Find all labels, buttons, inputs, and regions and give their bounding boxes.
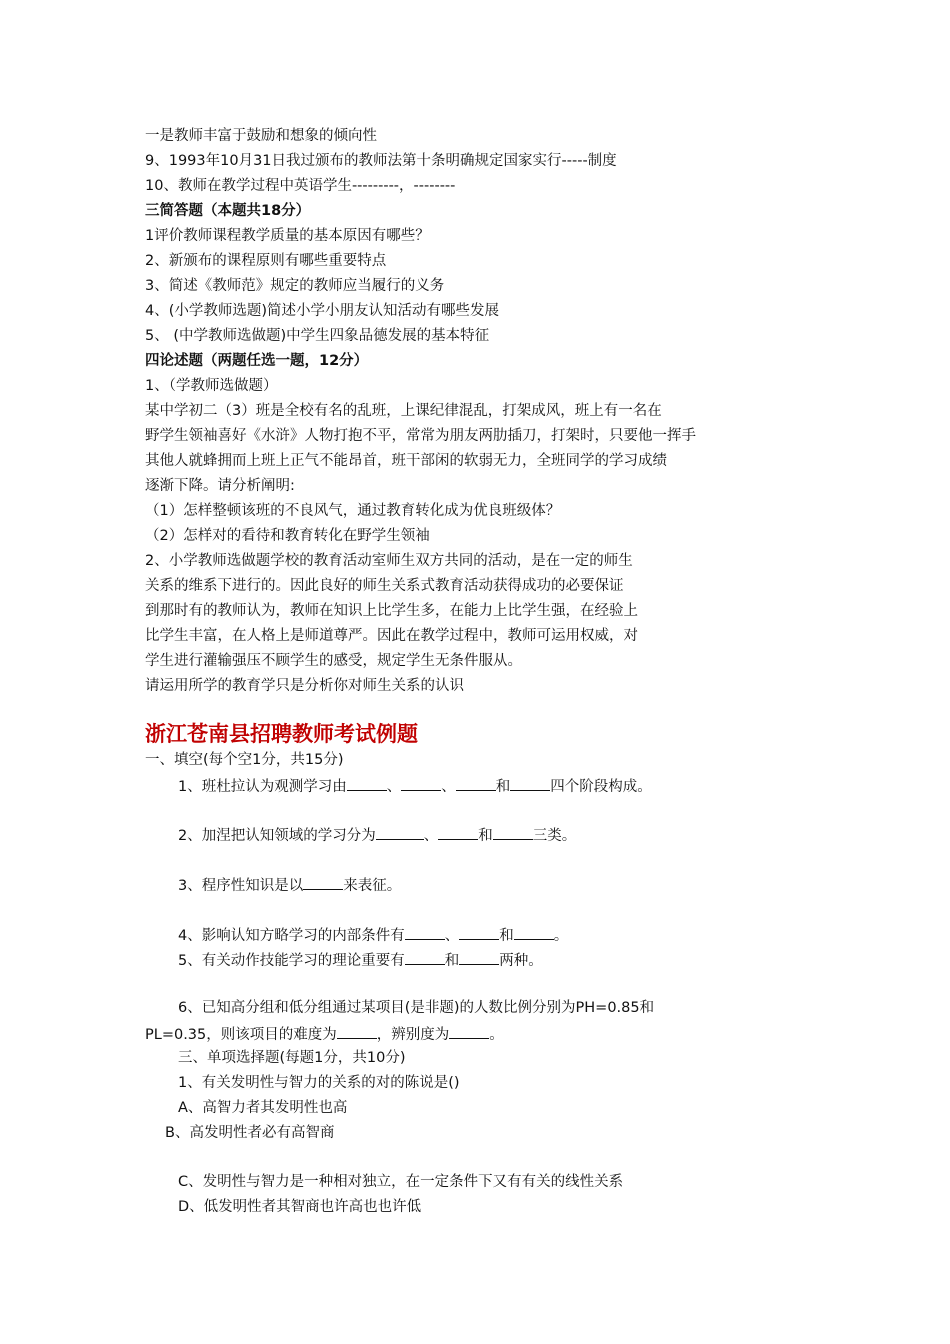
essay-line: 关系的维系下进行的。因此良好的师生关系式教育活动获得成功的必要保证 (145, 578, 624, 594)
essay-line: （1）怎样整顿该班的不良风气，通过教育转化成为优良班级体？ (145, 503, 561, 519)
essay-line: 到那时有的教师认为，教师在知识上比学生多，在能力上比学生强，在经验上 (145, 603, 638, 619)
choice-option-d: D、低发明性者其智商也许高也也许低 (178, 1199, 422, 1215)
question-line: 1评价教师课程教学质量的基本原因有哪些？ (145, 228, 430, 244)
text-line: 9、1993年10月31日我过颁布的教师法第十条明确规定国家实行-----制度 (145, 153, 617, 169)
choice-heading: 三、单项选择题(每题1分，共10分) (178, 1050, 406, 1066)
answer-blank[interactable] (337, 1023, 377, 1039)
fill-question-4: 4、影响认知方略学习的内部条件有 、 和 。 (178, 924, 568, 946)
question-line: 2、新颁布的课程原则有哪些重要特点 (145, 253, 387, 269)
answer-blank[interactable] (510, 775, 550, 791)
answer-blank[interactable] (347, 775, 387, 791)
answer-blank[interactable] (438, 824, 478, 840)
choice-option-c: C、发明性与智力是一种相对独立，在一定条件下又有有关的线性关系 (178, 1174, 624, 1190)
fill-question-1: 1、班杜拉认为观测学习由 、 、 和 四个阶段构成。 (178, 775, 652, 797)
question-line: 5、 (中学教师选做题)中学生四象品德发展的基本特征 (145, 328, 490, 344)
essay-line: （2）怎样对的看待和教育转化在野学生领袖 (145, 528, 430, 544)
answer-blank[interactable] (456, 775, 496, 791)
choice-question-1: 1、有关发明性与智力的关系的对的陈说是() (178, 1075, 460, 1091)
fill-question-5: 5、有关动作技能学习的理论重要有 和 两种。 (178, 949, 543, 971)
essay-line: 1、（学教师选做题） (145, 378, 278, 394)
answer-blank[interactable] (303, 874, 343, 890)
question-line: 4、(小学教师选题)简述小学小朋友认知活动有哪些发展 (145, 303, 500, 319)
fill-question-2: 2、加涅把认知领域的学习分为 、 和 三类。 (178, 824, 576, 846)
fill-question-6-cont: PL=0.35，则该项目的难度为 ，辨别度为 。 (145, 1023, 504, 1045)
essay-line: 学生进行灌输强压不顾学生的感受，规定学生无条件服从。 (145, 653, 522, 669)
essay-line: 2、小学教师选做题学校的教育活动室师生双方共同的活动，是在一定的师生 (145, 553, 633, 569)
text-line: 10、教师在教学过程中英语学生---------，-------- (145, 178, 456, 194)
essay-line: 野学生领袖喜好《水浒》人物打抱不平，常常为朋友两肋插刀，打架时，只要他一挥手 (145, 428, 696, 444)
exam-title: 浙江苍南县招聘教师考试例题 (145, 721, 418, 746)
fill-question-3: 3、程序性知识是以 来表征。 (178, 874, 401, 896)
answer-blank[interactable] (514, 924, 554, 940)
essay-line: 逐渐下降。请分析阐明: (145, 478, 295, 494)
answer-blank[interactable] (493, 824, 533, 840)
essay-line: 其他人就蜂拥而上班上正气不能昂首，班干部闲的软弱无力，全班同学的学习成绩 (145, 453, 667, 469)
answer-blank[interactable] (459, 949, 499, 965)
answer-blank[interactable] (405, 949, 445, 965)
answer-blank[interactable] (405, 924, 445, 940)
answer-blank[interactable] (376, 824, 424, 840)
question-line: 3、简述《教师范》规定的教师应当履行的义务 (145, 278, 445, 294)
fill-question-6: 6、已知高分组和低分组通过某项目(是非题)的人数比例分别为PH=0.85和 (178, 1000, 655, 1016)
section-heading: 三简答题（本题共18分） (145, 203, 311, 219)
essay-line: 某中学初二（3）班是全校有名的乱班，上课纪律混乱，打架成风，班上有一名在 (145, 403, 662, 419)
essay-line: 请运用所学的教育学只是分析你对师生关系的认识 (145, 678, 464, 694)
text-line: 一是教师丰富于鼓励和想象的倾向性 (145, 128, 377, 144)
choice-option-b: B、高发明性者必有高智商 (165, 1125, 335, 1141)
essay-line: 比学生丰富，在人格上是师道尊严。因此在教学过程中，教师可运用权威，对 (145, 628, 638, 644)
answer-blank[interactable] (401, 775, 441, 791)
answer-blank[interactable] (459, 924, 499, 940)
answer-blank[interactable] (449, 1023, 489, 1039)
fill-heading: 一、填空(每个空1分，共15分) (145, 752, 344, 768)
section-heading: 四论述题（两题任选一题，12分） (145, 353, 369, 369)
choice-option-a: A、高智力者其发明性也高 (178, 1100, 348, 1116)
